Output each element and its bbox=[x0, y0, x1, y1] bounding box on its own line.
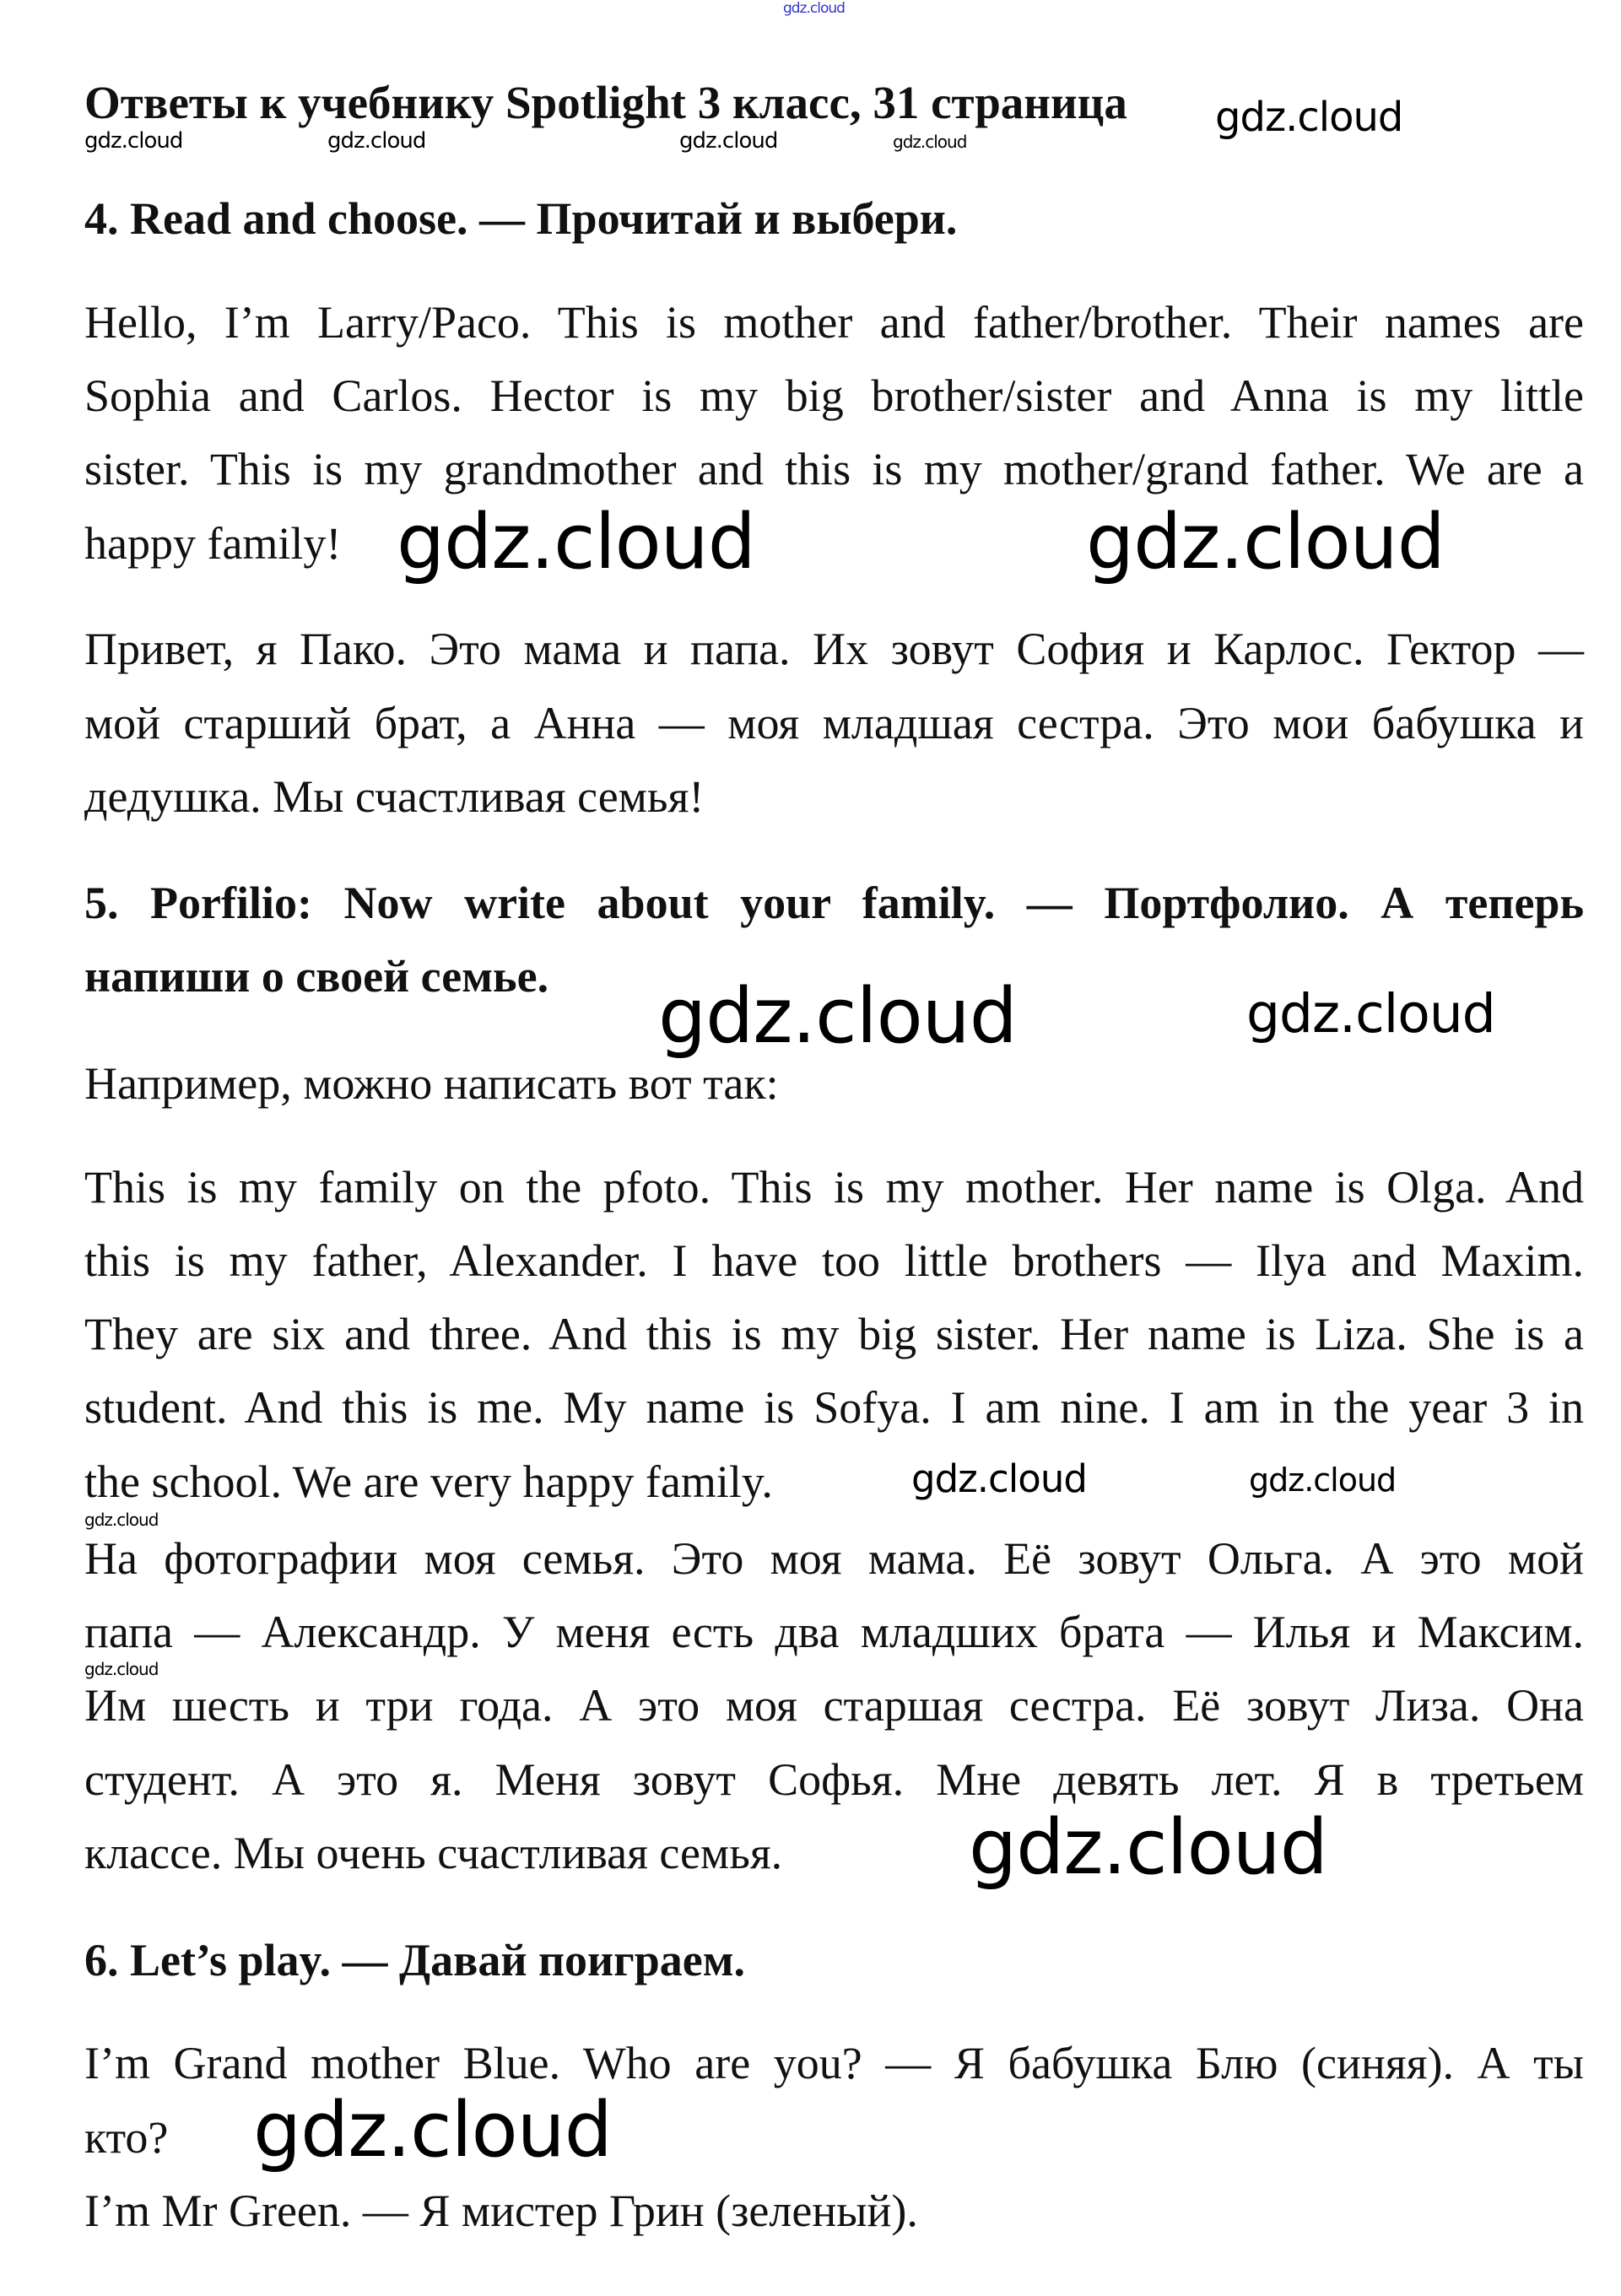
ex4-ru-line: дедушка. Мы счастливая семья! bbox=[84, 771, 705, 822]
ex6-line: I’m Mr Green. — Я мистер Грин (зеленый). bbox=[84, 2185, 918, 2236]
ex5-en-line: This is my family on the pfoto. This is my mother. Her name is Olga. And bbox=[84, 1162, 1584, 1213]
ex4-heading: 4. Read and choose. — Прочитай и выбери. bbox=[84, 193, 958, 244]
watermark: gdz.cloud bbox=[911, 1456, 1087, 1501]
watermark: gdz.cloud bbox=[969, 1803, 1327, 1892]
ex4-ru-line: мой старший брат, а Анна — моя младшая сестра. Это мои бабушка и bbox=[84, 698, 1584, 748]
watermark: gdz.cloud bbox=[84, 1510, 159, 1530]
watermark: gdz.cloud bbox=[893, 132, 967, 152]
watermark: gdz.cloud bbox=[253, 2086, 612, 2174]
watermark: gdz.cloud bbox=[84, 1659, 159, 1679]
ex5-en-line: They are six and three. And this is my big sister. Her name is Liza. She is a bbox=[84, 1309, 1584, 1359]
ex6-line: I’m Grand mother Blue. Who are you? — Я бабушка Блю (синяя). А ты bbox=[84, 2038, 1584, 2088]
watermark: gdz.cloud bbox=[327, 128, 426, 154]
watermark: gdz.cloud bbox=[1086, 498, 1445, 586]
watermark: gdz.cloud bbox=[1215, 94, 1403, 141]
watermark: gdz.cloud bbox=[679, 128, 778, 154]
ex5-ru-line: студент. А это я. Меня зовут Софья. Мне девять лет. Я в третьем bbox=[84, 1754, 1584, 1805]
ex4-en-line: Sophia and Carlos. Hector is my big brother/sister and Anna is my little bbox=[84, 370, 1584, 421]
ex4-en-line: happy family! bbox=[84, 518, 342, 569]
watermark: gdz.cloud bbox=[658, 972, 1017, 1061]
watermark: gdz.cloud bbox=[1246, 983, 1495, 1045]
ex5-ru-line: классе. Мы очень счастливая семья. bbox=[84, 1828, 783, 1878]
ex4-en-line: Hello, I’m Larry/Paco. This is mother and father/brother. Their names are bbox=[84, 297, 1584, 348]
ex5-heading: напиши о своей семье. bbox=[84, 951, 549, 1002]
page-title: Ответы к учебнику Spotlight 3 класс, 31 страница bbox=[84, 77, 1127, 128]
watermark: gdz.cloud bbox=[1249, 1461, 1397, 1499]
ex5-ru-line: папа — Александр. У меня есть два младших брата — Илья и Максим. bbox=[84, 1607, 1584, 1657]
ex5-ru-line: На фотографии моя семья. Это моя мама. Её зовут Ольга. А это мой bbox=[84, 1533, 1584, 1584]
ex4-ru-line: Привет, я Пако. Это мама и папа. Их зовут София и Карлос. Гектор — bbox=[84, 624, 1584, 674]
watermark: gdz.cloud bbox=[397, 498, 755, 586]
ex5-en-line: student. And this is me. My name is Sofya. I am nine. I am in the year 3 in bbox=[84, 1382, 1584, 1433]
ex6-line: кто? bbox=[84, 2112, 169, 2163]
ex5-intro: Например, можно написать вот так: bbox=[84, 1058, 779, 1109]
ex5-ru-line: Им шесть и три года. А это моя старшая сестра. Её зовут Лиза. Она bbox=[84, 1680, 1584, 1731]
ex5-heading: 5. Porfilio: Now write about your family. — Портфолио. А теперь bbox=[84, 878, 1584, 928]
ex5-en-line: this is my father, Alexander. I have too little brothers — Ilya and Maxim. bbox=[84, 1235, 1584, 1286]
ex4-en-line: sister. This is my grandmother and this is my mother/grand father. We are a bbox=[84, 444, 1584, 494]
watermark: gdz.cloud bbox=[84, 128, 183, 154]
ex5-en-line: the school. We are very happy family. bbox=[84, 1456, 773, 1507]
ex6-heading: 6. Let’s play. — Давай поиграем. bbox=[84, 1935, 745, 1985]
watermark-top: gdz.cloud bbox=[783, 0, 845, 17]
